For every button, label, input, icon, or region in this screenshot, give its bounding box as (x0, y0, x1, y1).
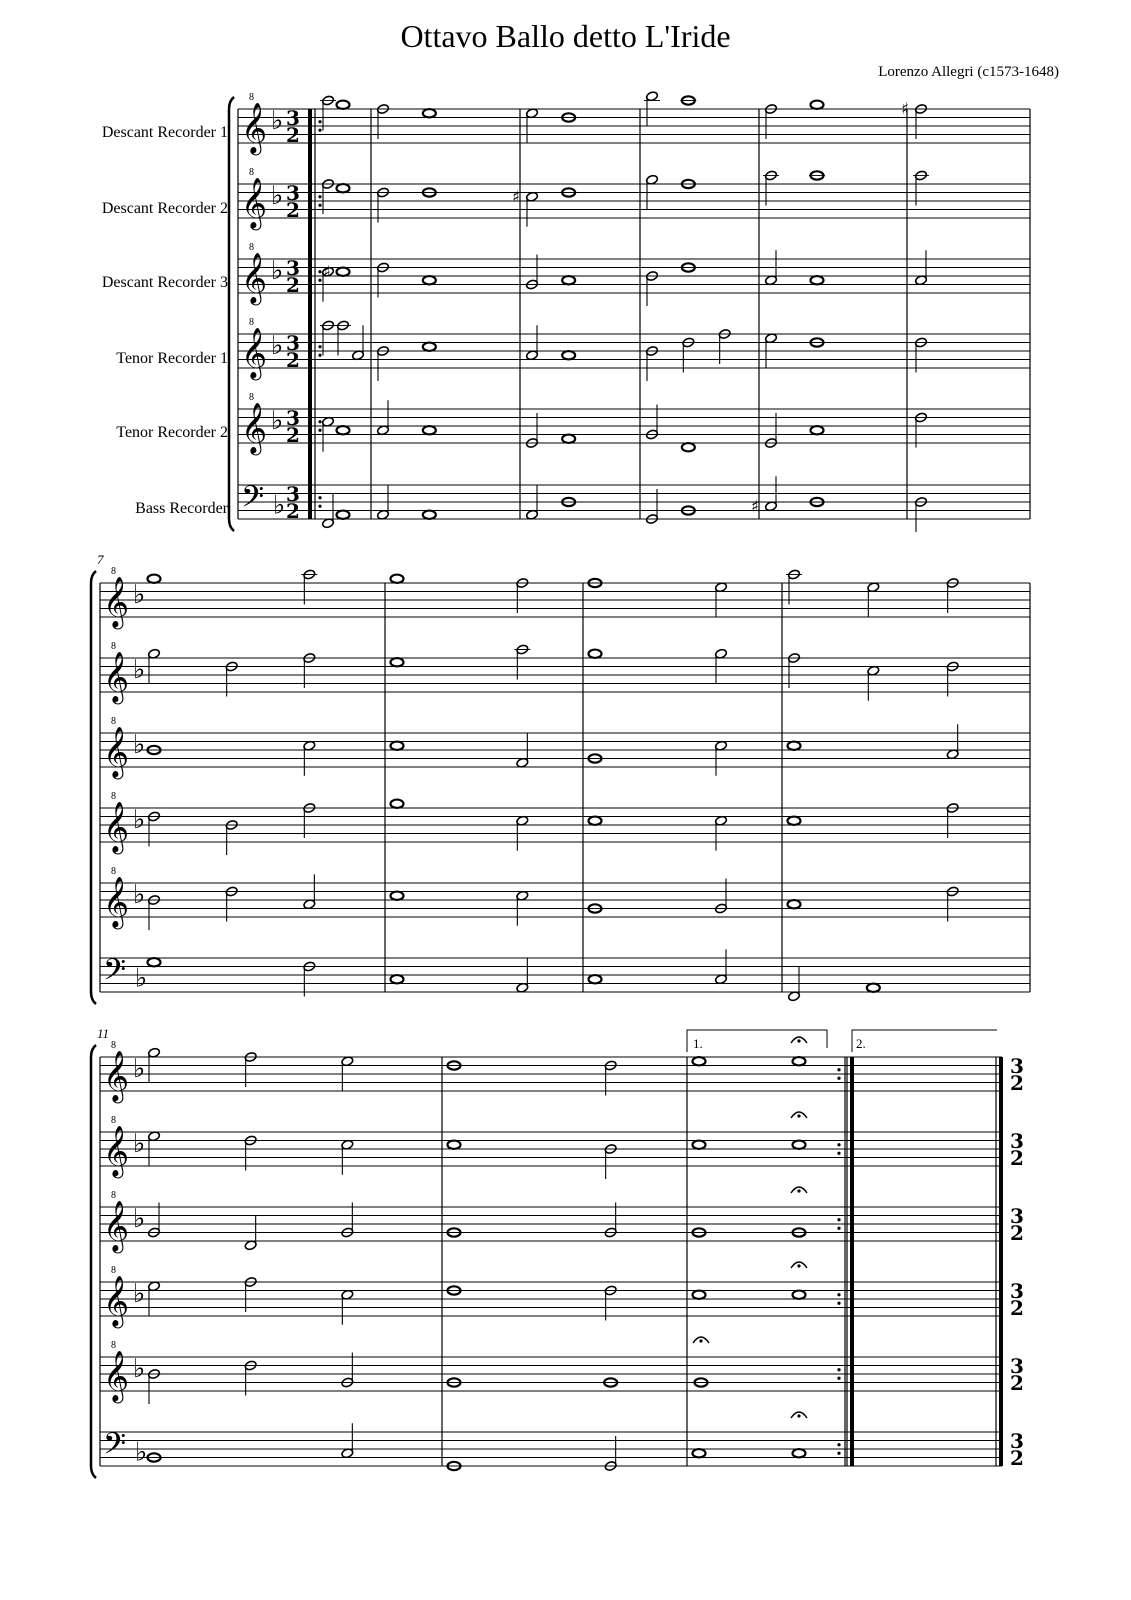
score-title: Ottavo Ballo detto L'Iride (400, 18, 731, 54)
time-signature-top: 3 (1010, 1279, 1024, 1303)
treble-clef-icon: 𝄞 (241, 252, 268, 304)
whole-note (391, 658, 404, 666)
repeat-dot (837, 1302, 840, 1305)
whole-note (391, 975, 404, 983)
flat-key-signature-icon: ♭ (133, 1279, 146, 1309)
octave-mark-icon: 8 (249, 242, 254, 253)
bass-clef-icon: 𝄢 (103, 953, 127, 995)
repeat-dot (318, 120, 321, 123)
system-bracket (91, 1045, 96, 1478)
repeat-dot (318, 279, 321, 282)
whole-note (562, 276, 575, 284)
whole-note (693, 1291, 706, 1299)
part-name-descant-2: Descant Recorder 2 (101, 200, 228, 217)
repeat-dot (837, 1452, 840, 1455)
flat-key-signature-icon: ♭ (271, 181, 284, 211)
whole-note (423, 343, 436, 351)
measure-number-11: 11 (97, 1026, 110, 1041)
time-signature-bottom: 2 (1010, 1071, 1024, 1095)
time-signature-bottom: 2 (1010, 1296, 1024, 1320)
repeat-dot (318, 354, 321, 357)
time-signature-top: 3 (1010, 1429, 1024, 1453)
whole-note (811, 426, 824, 434)
whole-note (448, 1141, 461, 1149)
octave-mark-icon: 8 (111, 791, 116, 802)
composer-credit: Lorenzo Allegri (c1573-1648) (878, 64, 1059, 80)
repeat-dot (837, 1068, 840, 1071)
fermata-dot (699, 1339, 702, 1342)
part-name-bass: Bass Recorder (135, 500, 228, 517)
time-signature-top: 3 (1010, 1354, 1024, 1378)
whole-note (337, 268, 350, 276)
whole-note (589, 650, 602, 658)
whole-note (682, 443, 695, 451)
whole-note (391, 892, 404, 900)
time-signature-top: 3 (1010, 1204, 1024, 1228)
treble-clef-icon: 𝄞 (103, 651, 130, 703)
whole-note (811, 101, 824, 109)
time-signature-top: 3 (286, 256, 300, 280)
fermata-dot (797, 1264, 800, 1267)
time-signature-bottom: 2 (1010, 1221, 1024, 1245)
treble-clef-icon: 𝄞 (103, 1200, 130, 1252)
octave-mark-icon: 8 (111, 866, 116, 877)
part-name-descant-1: Descant Recorder 1 (101, 124, 228, 141)
sharp-icon: ♯ (323, 261, 331, 281)
whole-note (693, 1449, 706, 1457)
octave-mark-icon: 8 (111, 1115, 116, 1126)
time-signature-bottom: 2 (286, 273, 300, 297)
first-ending-label: 1. (693, 1036, 703, 1051)
treble-clef-icon: 𝄞 (103, 1050, 130, 1102)
repeat-dot (837, 1293, 840, 1296)
flat-key-signature-icon: ♭ (271, 106, 284, 136)
repeat-dot (837, 1143, 840, 1146)
sharp-icon: ♯ (751, 496, 759, 516)
octave-mark-icon: 8 (111, 566, 116, 577)
octave-mark-icon: 8 (111, 1265, 116, 1276)
part-name-tenor-2: Tenor Recorder 2 (116, 424, 228, 441)
repeat-dot (318, 429, 321, 432)
time-signature-bottom: 2 (286, 123, 300, 147)
time-signature-bottom: 2 (286, 348, 300, 372)
whole-note (788, 817, 801, 825)
whole-note (391, 800, 404, 808)
fermata-dot (797, 1414, 800, 1417)
treble-clef-icon: 𝄞 (103, 726, 130, 778)
time-signature-top: 3 (286, 406, 300, 430)
whole-note (562, 435, 575, 443)
flat-key-signature-icon: ♭ (133, 1129, 146, 1159)
whole-note (391, 575, 404, 583)
time-signature-bottom: 2 (286, 499, 300, 523)
measure-number-7: 7 (97, 552, 104, 567)
octave-mark-icon: 8 (111, 641, 116, 652)
flat-key-signature-icon: ♭ (133, 880, 146, 910)
treble-clef-icon: 𝄞 (103, 1275, 130, 1327)
treble-clef-icon: 𝄞 (103, 576, 130, 628)
flat-key-signature-icon: ♭ (135, 963, 148, 994)
treble-clef-icon: 𝄞 (241, 102, 268, 154)
fermata-dot (797, 1039, 800, 1042)
whole-note (148, 958, 161, 966)
whole-note (423, 426, 436, 434)
flat-key-signature-icon: ♭ (133, 580, 146, 610)
octave-mark-icon: 8 (111, 1040, 116, 1051)
repeat-dot (318, 204, 321, 207)
whole-note (811, 276, 824, 284)
time-signature-top: 3 (286, 106, 300, 130)
whole-note (423, 109, 436, 117)
bass-clef-icon: 𝄢 (103, 1427, 127, 1469)
repeat-dot (318, 129, 321, 132)
flat-key-signature-icon: ♭ (133, 1204, 146, 1234)
repeat-dot (318, 195, 321, 198)
octave-mark-icon: 8 (249, 167, 254, 178)
whole-note (337, 184, 350, 192)
time-signature-top: 3 (1010, 1054, 1024, 1078)
treble-clef-icon: 𝄞 (103, 1125, 130, 1177)
whole-note (589, 817, 602, 825)
repeat-dot (318, 505, 321, 508)
flat-key-signature-icon: ♭ (135, 1437, 148, 1468)
repeat-dot (837, 1377, 840, 1380)
treble-clef-icon: 𝄞 (241, 327, 268, 379)
time-signature-top: 3 (286, 482, 300, 506)
octave-mark-icon: 8 (249, 92, 254, 103)
whole-note (589, 975, 602, 983)
treble-clef-icon: 𝄞 (103, 876, 130, 928)
whole-note (693, 1057, 706, 1065)
whole-note (793, 1141, 806, 1149)
whole-note (337, 426, 350, 434)
sharp-icon: ♯ (512, 186, 520, 206)
flat-key-signature-icon: ♭ (271, 406, 284, 436)
whole-note (423, 276, 436, 284)
octave-mark-icon: 8 (249, 392, 254, 403)
repeat-dot (837, 1368, 840, 1371)
repeat-dot (837, 1227, 840, 1230)
whole-note (562, 351, 575, 359)
time-signature-top: 3 (286, 331, 300, 355)
flat-key-signature-icon: ♭ (133, 805, 146, 835)
whole-note (788, 900, 801, 908)
octave-mark-icon: 8 (249, 317, 254, 328)
flat-key-signature-icon: ♭ (271, 331, 284, 361)
whole-note (793, 1291, 806, 1299)
fermata-dot (797, 1189, 800, 1192)
time-signature-top: 3 (1010, 1129, 1024, 1153)
whole-note (693, 1141, 706, 1149)
flat-key-signature-icon: ♭ (271, 256, 284, 286)
second-ending-bracket (852, 1030, 997, 1052)
repeat-dot (318, 345, 321, 348)
treble-clef-icon: 𝄞 (103, 1350, 130, 1402)
whole-note (788, 742, 801, 750)
flat-key-signature-icon: ♭ (133, 655, 146, 685)
time-signature-bottom: 2 (286, 198, 300, 222)
time-signature-bottom: 2 (286, 423, 300, 447)
sharp-icon: ♯ (901, 99, 909, 118)
second-ending-label: 2. (856, 1036, 866, 1051)
whole-note (867, 984, 880, 992)
repeat-dot (837, 1443, 840, 1446)
part-name-tenor-1: Tenor Recorder 1 (116, 350, 228, 367)
flat-key-signature-icon: ♭ (273, 490, 286, 521)
repeat-dot (318, 420, 321, 423)
whole-note (793, 1057, 806, 1065)
repeat-dot (318, 496, 321, 499)
whole-note (337, 511, 350, 519)
system-bracket (229, 97, 234, 531)
flat-key-signature-icon: ♭ (133, 1354, 146, 1384)
octave-mark-icon: 8 (111, 1340, 116, 1351)
system-bracket (91, 571, 96, 1004)
time-signature-bottom: 2 (1010, 1146, 1024, 1170)
flat-key-signature-icon: ♭ (133, 1054, 146, 1084)
fermata-dot (797, 1114, 800, 1117)
whole-note (337, 101, 350, 109)
flat-key-signature-icon: ♭ (133, 730, 146, 760)
whole-note (148, 575, 161, 583)
time-signature-top: 3 (286, 181, 300, 205)
octave-mark-icon: 8 (111, 1190, 116, 1201)
whole-note (793, 1449, 806, 1457)
time-signature-bottom: 2 (1010, 1371, 1024, 1395)
repeat-dot (837, 1077, 840, 1080)
treble-clef-icon: 𝄞 (241, 402, 268, 454)
whole-note (391, 742, 404, 750)
treble-clef-icon: 𝄞 (241, 177, 268, 229)
repeat-dot (837, 1218, 840, 1221)
bass-clef-icon: 𝄢 (241, 480, 265, 522)
repeat-dot (837, 1152, 840, 1155)
part-name-descant-3: Descant Recorder 3 (101, 274, 228, 291)
octave-mark-icon: 8 (111, 716, 116, 727)
treble-clef-icon: 𝄞 (103, 801, 130, 853)
whole-note (423, 511, 436, 519)
repeat-dot (318, 270, 321, 273)
time-signature-bottom: 2 (1010, 1446, 1024, 1470)
